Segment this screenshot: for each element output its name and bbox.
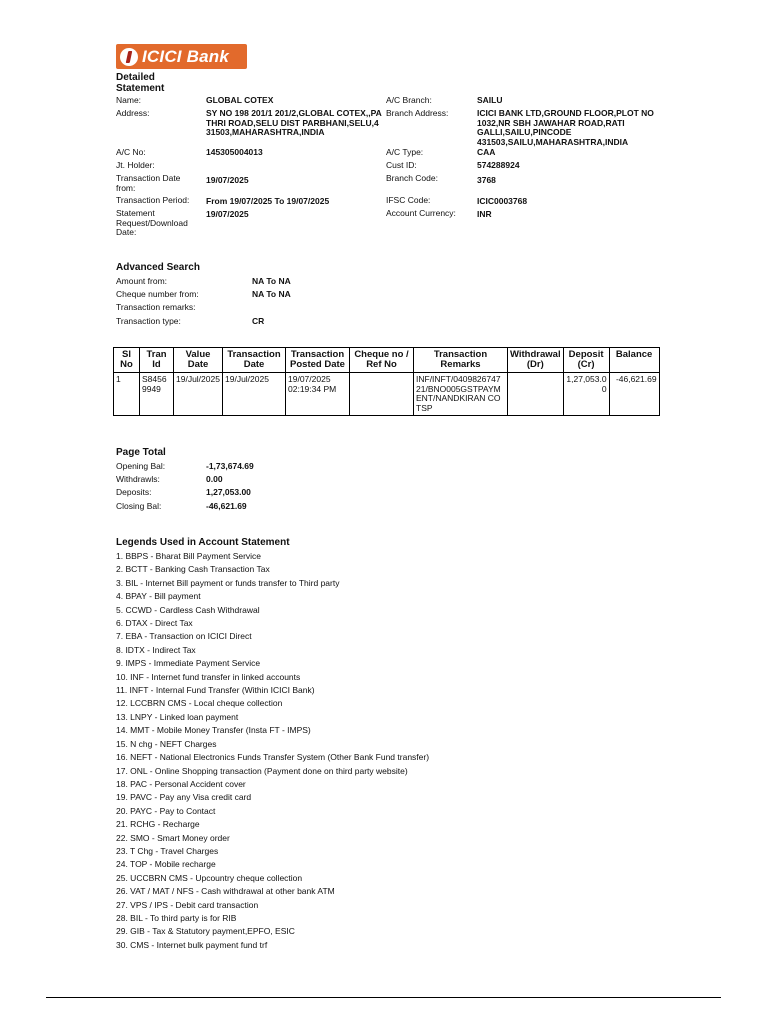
- legend-item: 22. SMO - Smart Money order: [116, 832, 230, 843]
- legend-item: 19. PAVC - Pay any Visa credit card: [116, 792, 252, 803]
- label-branch-address: Branch Address:: [386, 108, 449, 118]
- legend-item: 25. UCCBRN CMS - Upcountry cheque collection: [116, 872, 303, 883]
- legend-item: 13. LNPY - Linked loan payment: [116, 711, 239, 722]
- value-ac-no: 145305004013: [206, 147, 263, 157]
- value-branch-code: 3768: [477, 175, 496, 185]
- legend-item: 14. MMT - Mobile Money Transfer (Insta FT - IMPS): [116, 725, 311, 736]
- legend-item: 15. N chg - NEFT Charges: [116, 738, 217, 749]
- legend-item: 16. NEFT - National Electronics Funds Transfer System (Other Bank Fund transfer): [116, 752, 430, 763]
- legend-item: 20. PAYC - Pay to Contact: [116, 805, 216, 816]
- footer-divider: [46, 997, 721, 998]
- legend-item: 23. T Chg - Travel Charges: [116, 845, 219, 856]
- legend-item: 21. RCHG - Recharge: [116, 819, 200, 830]
- cell-value-date: 19/Jul/2025: [174, 373, 223, 416]
- label-amount-from: Amount from:: [116, 276, 168, 286]
- col-transaction-date: Transaction Date: [223, 348, 286, 373]
- legend-item: 4. BPAY - Bill payment: [116, 591, 201, 602]
- value-withdrawls: 0.00: [206, 474, 223, 484]
- label-cheque-from: Cheque number from:: [116, 289, 199, 299]
- label-closing-bal: Closing Bal:: [116, 501, 162, 511]
- value-amount-from: NA To NA: [252, 276, 291, 286]
- cell-withdrawal: [508, 373, 564, 416]
- value-name: GLOBAL COTEX: [206, 95, 274, 105]
- legend-item: 29. GIB - Tax & Statutory payment,EPFO, ESIC: [116, 926, 295, 937]
- cell-deposit: 1,27,053.00: [563, 373, 609, 416]
- value-txn-period: From 19/07/2025 To 19/07/2025: [206, 196, 330, 206]
- col-sl-no: Sl No: [114, 348, 140, 373]
- legend-item: 30. CMS - Internet bulk payment fund trf: [116, 939, 268, 950]
- label-ac-no: A/C No:: [116, 147, 146, 157]
- label-ifsc: IFSC Code:: [386, 195, 431, 205]
- icici-logo: [116, 44, 247, 69]
- label-withdrawls: Withdrawls:: [116, 474, 160, 484]
- legend-item: 9. IMPS - Immediate Payment Service: [116, 658, 261, 669]
- icici-mark-icon: [120, 48, 138, 66]
- value-opening-bal: -1,73,674.69: [206, 461, 254, 471]
- legend-item: 12. LCCBRN CMS - Local cheque collection: [116, 698, 283, 709]
- value-closing-bal: -46,621.69: [206, 501, 247, 511]
- legend-item: 7. EBA - Transaction on ICICI Direct: [116, 631, 252, 642]
- cell-sl-no: 1: [114, 373, 140, 416]
- legend-item: 18. PAC - Personal Accident cover: [116, 778, 246, 789]
- value-cheque-from: NA To NA: [252, 289, 291, 299]
- transaction-table: [113, 347, 660, 416]
- legend-item: 17. ONL - Online Shopping transaction (Payment done on third party website): [116, 765, 408, 776]
- cell-remarks: INF/INFT/040982674721/BNO005GSTPAYMENT/NANDKIRAN COTSP: [414, 373, 508, 416]
- label-ac-branch: A/C Branch:: [386, 95, 432, 105]
- cell-transaction-date: 19/Jul/2025: [223, 373, 286, 416]
- legend-item: 28. BIL - To third party is for RIB: [116, 912, 237, 923]
- col-balance: Balance: [609, 348, 659, 373]
- cell-balance: -46,621.69: [609, 373, 659, 416]
- label-jt-holder: Jt. Holder:: [116, 160, 155, 170]
- label-address: Address:: [116, 108, 150, 118]
- legend-item: 24. TOP - Mobile recharge: [116, 859, 216, 870]
- value-ac-branch: SAILU: [477, 95, 503, 105]
- col-cheque-ref: Cheque no / Ref No: [350, 348, 414, 373]
- label-txn-type: Transaction type:: [116, 316, 181, 326]
- table-row: [114, 373, 660, 416]
- advanced-search-heading: Advanced Search: [116, 262, 200, 273]
- label-branch-code: Branch Code:: [386, 173, 438, 183]
- legend-item: 5. CCWD - Cardless Cash Withdrawal: [116, 604, 260, 615]
- value-txn-type: CR: [252, 316, 265, 326]
- col-remarks: Transaction Remarks: [414, 348, 508, 373]
- legend-item: 8. IDTX - Indirect Tax: [116, 644, 196, 655]
- legends-heading: Legends Used in Account Statement: [116, 537, 290, 548]
- col-deposit: Deposit (Cr): [563, 348, 609, 373]
- statement-title: Detailed Statement: [116, 72, 165, 94]
- logo-text: ICICI Bank: [142, 46, 230, 66]
- value-ac-type: CAA: [477, 147, 496, 157]
- col-tran-id: Tran Id: [140, 348, 174, 373]
- col-posted-date: Transaction Posted Date: [286, 348, 350, 373]
- label-txn-date-from: Transaction Date from:: [116, 173, 181, 193]
- legend-item: 26. VAT / MAT / NFS - Cash withdrawal at other bank ATM: [116, 886, 335, 897]
- legend-item: 3. BIL - Internet Bill payment or funds transfer to Third party: [116, 577, 340, 588]
- col-withdrawal: Withdrawal (Dr): [508, 348, 564, 373]
- legend-item: 27. VPS / IPS - Debit card transaction: [116, 899, 259, 910]
- legend-item: 2. BCTT - Banking Cash Transaction Tax: [116, 564, 270, 575]
- cell-cheque-ref: [350, 373, 414, 416]
- value-ifsc: ICIC0003768: [477, 196, 528, 206]
- legends-list: [116, 550, 429, 952]
- label-statement-date: Statement Request/Download Date:: [116, 208, 188, 237]
- page-total-heading: Page Total: [116, 447, 166, 458]
- value-address: SY NO 198 201/1 201/2,GLOBAL COTEX,,PATHRI ROAD,SELU DIST PARBHANI,SELU,431503,MAHARASHTRA,INDIA: [206, 108, 382, 137]
- label-opening-bal: Opening Bal:: [116, 461, 166, 471]
- value-currency: INR: [477, 209, 492, 219]
- label-deposits: Deposits:: [116, 487, 152, 497]
- value-statement-date: 19/07/2025: [206, 209, 249, 219]
- table-header-row: [114, 348, 660, 373]
- cell-tran-id: S84569949: [140, 373, 174, 416]
- legend-item: 1. BBPS - Bharat Bill Payment Service: [116, 551, 262, 561]
- legend-item: 10. INF - Internet fund transfer in linked accounts: [116, 671, 301, 682]
- label-name: Name:: [116, 95, 142, 105]
- label-currency: Account Currency:: [386, 208, 456, 218]
- label-txn-remarks: Transaction remarks:: [116, 302, 196, 312]
- legend-item: 6. DTAX - Direct Tax: [116, 618, 193, 629]
- legend-item: 11. INFT - Internal Fund Transfer (Within ICICI Bank): [116, 685, 315, 696]
- label-txn-period: Transaction Period:: [116, 195, 190, 205]
- label-cust-id: Cust ID:: [386, 160, 417, 170]
- value-deposits: 1,27,053.00: [206, 487, 251, 497]
- col-value-date: Value Date: [174, 348, 223, 373]
- label-ac-type: A/C Type:: [386, 147, 424, 157]
- cell-posted-date: 19/07/2025 02:19:34 PM: [286, 373, 350, 416]
- value-txn-date-from: 19/07/2025: [206, 175, 249, 185]
- value-branch-address: ICICI BANK LTD,GROUND FLOOR,PLOT NO 1032,NR SBH JAWAHAR ROAD,RATI GALLI,SAILU,PINCODE 431503,SAILU,MAHARASHTRA,INDIA: [477, 108, 654, 147]
- value-cust-id: 574288924: [477, 160, 520, 170]
